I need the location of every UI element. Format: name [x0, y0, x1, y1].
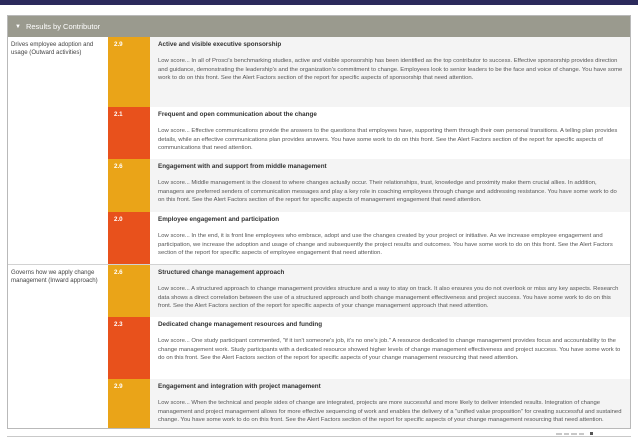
contributor-body: Low score... Effective communications provide the answers to the questions that employees have, supporting them through their own personal transitions. A telling plan provides details, while an effective communications plan provides answers. You have some work to do on this front. See the Alert Factors section of the report for specific aspects of communications that need attention.: [158, 128, 618, 152]
score-badge: 2.6: [108, 265, 150, 317]
contributor-row: [108, 107, 630, 159]
contributor-body: Low score... In the end, it is front line employees who embrace, adopt and use the changes created by your project or initiative. As we increase employee engagement and participation, we increase the adoption and usage of change and subsequently the project results and outcomes. You have some work to do on this front. See the Alert Factors section of the report for specific aspects of employee engagement that need attention.: [158, 233, 613, 257]
contributor-title: Structured change management approach: [158, 269, 285, 276]
contributor-row: [108, 159, 630, 212]
contributor-description: [150, 265, 630, 317]
score-badge: 2.6: [108, 159, 150, 212]
contributor-body: Low score... Middle management is the closest to where changes actually occur. Their relationships, trust, knowledge and proximity make them crucial allies. In addition, managers are preferred senders of communication messages and play a key role in coaching employees through change and addressing resistance. You have some work to do on this front. See the Alert Factors section of the report for specific aspects of management engagement that need attention.: [158, 180, 617, 204]
page-dot: [590, 432, 593, 435]
contributor-title: Engagement with and support from middle management: [158, 163, 327, 170]
page-indicator-segment[interactable]: [579, 433, 585, 435]
score-badge: 2.0: [108, 212, 150, 264]
contributor-row: [108, 379, 630, 429]
panel-title: Results by Contributor: [25, 22, 101, 31]
contributor-description: [150, 107, 630, 159]
contributor-body: Low score... When the technical and people sides of change are integrated, projects are more successful and more likely to deliver intended results. Integration of change management and project management allows for more effective sequencing of work and enables the delivery of a "unified value proposition" for creating successful and sustained change. You have some work to do on this front. See the Alert Factors section of the report for specific aspects of your change management resourcing that need attention.: [158, 400, 622, 424]
page-indicator-segment[interactable]: [571, 433, 577, 435]
page-indicator-segment[interactable]: [556, 433, 562, 435]
contributor-description: [150, 159, 630, 212]
contributor-description: [150, 379, 630, 429]
top-bar: [0, 0, 638, 5]
contributor-row: [108, 212, 630, 264]
score-badge: 2.1: [108, 107, 150, 159]
contributor-body: Low score... In all of Prosci's benchmarking studies, active and visible sponsorship has been identified as the top contributor to success. Effective sponsorship provides direction and guidance, demonstrating the leadership's and the organization's commitment to change. Employees look to senior leaders to be the face and voice of change. You have some work to do on this front. See the Alert Factors section of the report for specific aspects of sponsorship that need attention.: [158, 58, 623, 82]
page-indicator-segment[interactable]: [564, 433, 570, 435]
score-badge: 2.3: [108, 317, 150, 379]
score-badge: 2.9: [108, 379, 150, 429]
contributor-title: Engagement and integration with project management: [158, 383, 321, 390]
contributor-title: Employee engagement and participation: [158, 216, 280, 223]
contributor-title: Active and visible executive sponsorship: [158, 41, 282, 48]
contributor-row: [108, 317, 630, 379]
bottom-divider: [7, 436, 631, 437]
contributor-description: [150, 317, 630, 379]
group-rows: [108, 265, 630, 429]
group-label: Drives employee adoption and usage (Outward activities): [11, 41, 94, 57]
contributor-row: [108, 265, 630, 317]
contributor-row: [108, 37, 630, 107]
triangle-down-icon[interactable]: ▼: [15, 23, 21, 30]
contributor-title: Dedicated change management resources and funding: [158, 321, 323, 328]
contributor-group-outward: [8, 37, 630, 265]
contributor-group-inward: [8, 265, 630, 429]
contributor-description: [150, 212, 630, 264]
contributor-title: Frequent and open communication about the change: [158, 111, 317, 118]
contributor-description: [150, 37, 630, 107]
contributor-body: Low score... A structured approach to change management provides structure and a way to stay on track. It also ensures you do not overlook or miss any key aspects. Research data shows a direct correlation between the use of a structured approach and both change management effectiveness and project success. You have some work to do on this front. See the Alert Factors section of the report for specific aspects of your change management approach that need attention.: [158, 286, 619, 310]
panel-header[interactable]: [8, 16, 630, 37]
page-indicator[interactable]: [556, 431, 584, 437]
group-rows: [108, 37, 630, 264]
results-panel: [7, 15, 631, 429]
contributor-body: Low score... One study participant commented, "if it isn't someone's job, it's no one's job." A resource dedicated to change management provides focus and accountability to the change management work. Study participants with a dedicated resource showed higher levels of change management effectiveness and project success. You have some work to do on this front. See the Alert Factors section of the report for specific aspects of your change management resourcing that need attention.: [158, 338, 621, 362]
group-label: Governs how we apply change management (Inward approach): [11, 269, 98, 285]
score-badge: 2.9: [108, 37, 150, 107]
